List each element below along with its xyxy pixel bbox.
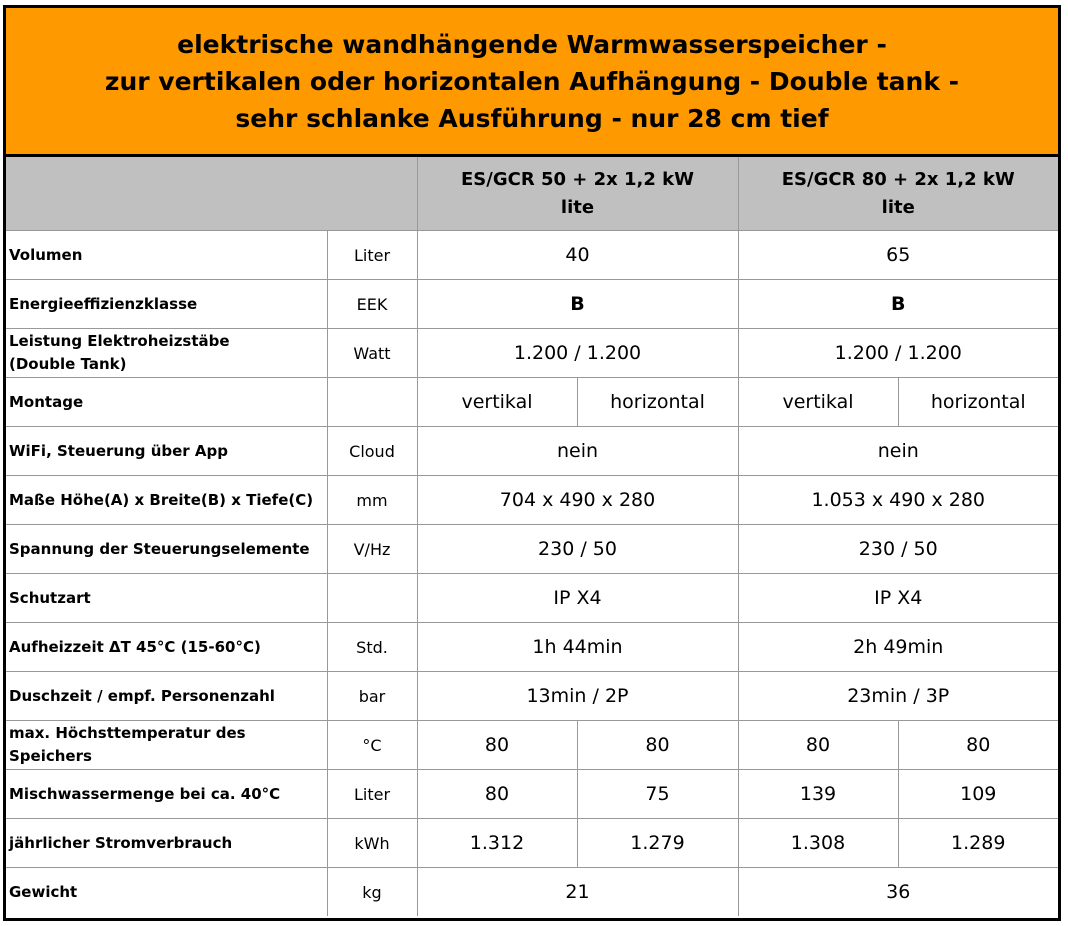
- title-line-1: elektrische wandhängende Warmwasserspeicher -: [177, 29, 887, 59]
- model-1-value: 230 / 50: [417, 525, 738, 574]
- row-wifi: [6, 427, 1058, 476]
- row-label: Aufheizzeit ΔT 45°C (15-60°C): [6, 623, 327, 672]
- row-unit: Liter: [327, 231, 417, 280]
- model-2-value: nein: [738, 427, 1058, 476]
- table-header-row: [6, 157, 1058, 231]
- model-1-value-b: horizontal: [577, 378, 738, 427]
- row-unit: Cloud: [327, 427, 417, 476]
- model-2-value: 2h 49min: [738, 623, 1058, 672]
- header-blank-cell: [6, 157, 417, 231]
- model-2-value-b: 109: [898, 770, 1058, 819]
- model-1-value: 13min / 2P: [417, 672, 738, 721]
- model-2-value-b: horizontal: [898, 378, 1058, 427]
- row-label-line-1: Leistung Elektroheizstäbe: [9, 332, 230, 350]
- row-montage: [6, 378, 1058, 427]
- row-unit: Std.: [327, 623, 417, 672]
- row-label: WiFi, Steuerung über App: [6, 427, 327, 476]
- title-line-2: zur vertikalen oder horizontalen Aufhängung - Double tank -: [104, 66, 960, 96]
- row-unit: kWh: [327, 819, 417, 868]
- model-2-name: ES/GCR 80 + 2x 1,2 kW: [781, 168, 1015, 190]
- model-header-1: [417, 157, 738, 231]
- row-label: Montage: [6, 378, 327, 427]
- row-label-line-2: (Double Tank): [9, 355, 127, 373]
- row-duschzeit: [6, 672, 1058, 721]
- model-2-value-a: vertikal: [738, 378, 898, 427]
- row-label: jährlicher Stromverbrauch: [6, 819, 327, 868]
- row-unit: V/Hz: [327, 525, 417, 574]
- row-unit: EEK: [327, 280, 417, 329]
- model-2-value: 23min / 3P: [738, 672, 1058, 721]
- row-unit: mm: [327, 476, 417, 525]
- model-1-value: nein: [417, 427, 738, 476]
- row-label: Volumen: [6, 231, 327, 280]
- model-1-value: 1h 44min: [417, 623, 738, 672]
- model-1-value-b: 1.279: [577, 819, 738, 868]
- row-spannung: [6, 525, 1058, 574]
- model-1-value: 1.200 / 1.200: [417, 329, 738, 378]
- model-1-value-a: 80: [417, 721, 577, 770]
- spec-table: [6, 157, 1058, 916]
- model-2-value-a: 139: [738, 770, 898, 819]
- row-label-line-1: max. Höchsttemperatur des: [9, 724, 246, 742]
- row-label: Energieeffizienzklasse: [6, 280, 327, 329]
- row-label: Schutzart: [6, 574, 327, 623]
- row-label: Duschzeit / empf. Personenzahl: [6, 672, 327, 721]
- row-hoechsttemp: [6, 721, 1058, 770]
- row-aufheizzeit: [6, 623, 1058, 672]
- model-1-value-a: 80: [417, 770, 577, 819]
- sheet-title: [6, 8, 1058, 157]
- model-2-value: 230 / 50: [738, 525, 1058, 574]
- row-strom: [6, 819, 1058, 868]
- row-label: [6, 329, 327, 378]
- model-2-value: B: [738, 280, 1058, 329]
- row-label: Maße Höhe(A) x Breite(B) x Tiefe(C): [6, 476, 327, 525]
- row-label: Mischwassermenge bei ca. 40°C: [6, 770, 327, 819]
- title-line-3: sehr schlanke Ausführung - nur 28 cm tief: [235, 103, 829, 133]
- model-1-value-b: 80: [577, 721, 738, 770]
- model-2-value-a: 1.308: [738, 819, 898, 868]
- model-2-value-b: 80: [898, 721, 1058, 770]
- row-unit: [327, 378, 417, 427]
- model-1-value: 704 x 490 x 280: [417, 476, 738, 525]
- row-mischwasser: [6, 770, 1058, 819]
- model-2-value-a: 80: [738, 721, 898, 770]
- model-1-name: ES/GCR 50 + 2x 1,2 kW: [461, 168, 694, 190]
- model-2-value-b: 1.289: [898, 819, 1058, 868]
- model-2-value: 36: [738, 868, 1058, 917]
- row-unit: Liter: [327, 770, 417, 819]
- model-1-value: B: [417, 280, 738, 329]
- row-unit: °C: [327, 721, 417, 770]
- spec-sheet: [3, 5, 1061, 921]
- row-label-line-2: Speichers: [9, 747, 92, 765]
- model-2-value: IP X4: [738, 574, 1058, 623]
- row-schutzart: [6, 574, 1058, 623]
- row-volumen: [6, 231, 1058, 280]
- row-masse: [6, 476, 1058, 525]
- model-2-value: 65: [738, 231, 1058, 280]
- row-eek: [6, 280, 1058, 329]
- row-label: Gewicht: [6, 868, 327, 917]
- row-label: Spannung der Steuerungselemente: [6, 525, 327, 574]
- model-1-variant: lite: [560, 196, 595, 218]
- model-2-value: 1.053 x 490 x 280: [738, 476, 1058, 525]
- model-2-variant: lite: [881, 196, 915, 218]
- row-gewicht: [6, 868, 1058, 917]
- row-leistung: [6, 329, 1058, 378]
- model-1-value-a: vertikal: [417, 378, 577, 427]
- row-unit: Watt: [327, 329, 417, 378]
- row-unit: bar: [327, 672, 417, 721]
- model-1-value: IP X4: [417, 574, 738, 623]
- row-label: [6, 721, 327, 770]
- model-1-value-b: 75: [577, 770, 738, 819]
- model-header-2: [738, 157, 1058, 231]
- model-2-value: 1.200 / 1.200: [738, 329, 1058, 378]
- model-1-value-a: 1.312: [417, 819, 577, 868]
- model-1-value: 21: [417, 868, 738, 917]
- row-unit: [327, 574, 417, 623]
- row-unit: kg: [327, 868, 417, 917]
- model-1-value: 40: [417, 231, 738, 280]
